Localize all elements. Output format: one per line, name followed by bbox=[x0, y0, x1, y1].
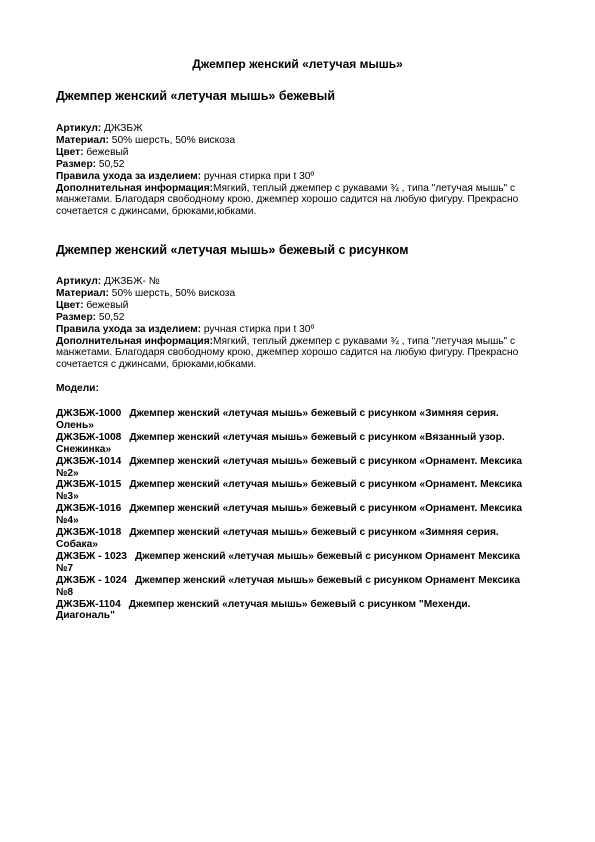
property-value: 50,52 bbox=[96, 158, 125, 170]
list-item bbox=[56, 575, 528, 599]
property-label: Артикул: bbox=[56, 276, 102, 287]
model-name: Джемпер женский «летучая мышь» бежевый с рисунком «Орнамент. Мексика №2» bbox=[56, 455, 522, 479]
list-item bbox=[56, 599, 528, 623]
list-item bbox=[56, 479, 528, 503]
model-name: Джемпер женский «летучая мышь» бежевый с рисунком «Орнамент. Мексика №3» bbox=[56, 479, 522, 503]
model-code: ДЖЗБЖ - 1024 bbox=[56, 574, 127, 586]
models-list bbox=[56, 408, 528, 622]
property-value: бежевый bbox=[83, 146, 129, 158]
models-title: Модели: bbox=[56, 383, 99, 394]
property-value: Мягкий, теплый джемпер с рукавами ¾ , типа "летучая мышь" с манжетами. Благодаря свободному крою, джемпер хорошо садится на любую фигуру. Прекрасно сочетается с джинсами, брюками,юбками. bbox=[56, 335, 519, 371]
property-value: бежевый bbox=[83, 299, 129, 311]
product-properties-pattern bbox=[56, 276, 526, 371]
property-label: Правила ухода за изделием: bbox=[56, 323, 202, 335]
property-additional-info bbox=[56, 336, 526, 372]
property-label: Размер: bbox=[56, 158, 97, 170]
property-label: Материал: bbox=[56, 287, 109, 299]
property-value: ручная стирка при t 30º bbox=[201, 323, 315, 335]
property-label: Дополнительная информация: bbox=[56, 335, 214, 347]
list-item bbox=[56, 503, 528, 527]
property-label: Правила ухода за изделием: bbox=[56, 170, 202, 182]
property-article bbox=[56, 123, 526, 135]
property-care bbox=[56, 171, 526, 183]
model-code: ДЖЗБЖ-1014 bbox=[56, 455, 122, 467]
property-material bbox=[56, 288, 526, 300]
property-value: Мягкий, теплый джемпер с рукавами ¾ , типа "летучая мышь" с манжетами. Благодаря свободному крою, джемпер хорошо садится на любую фигуру. Прекрасно сочетается с джинсами, брюками,юбками. bbox=[56, 182, 519, 218]
model-code: ДЖЗБЖ - 1023 bbox=[56, 550, 127, 562]
property-label: Цвет: bbox=[56, 146, 84, 158]
model-code: ДЖЗБЖ-1016 bbox=[56, 503, 122, 515]
model-code: ДЖЗБЖ-1104 bbox=[56, 598, 121, 610]
property-article bbox=[56, 276, 526, 288]
list-item bbox=[56, 527, 528, 551]
property-value: 50,52 bbox=[96, 311, 125, 323]
product-heading-plain: Джемпер женский «летучая мышь» бежевый bbox=[56, 89, 336, 103]
property-label: Артикул: bbox=[56, 123, 102, 134]
property-value: ручная стирка при t 30º bbox=[201, 170, 315, 182]
product-properties-plain bbox=[56, 123, 526, 218]
list-item bbox=[56, 408, 528, 432]
property-additional-info bbox=[56, 183, 526, 219]
property-size bbox=[56, 159, 526, 171]
property-color bbox=[56, 147, 526, 159]
model-name: Джемпер женский «летучая мышь» бежевый с рисунком «Зимняя серия. Олень» bbox=[56, 408, 499, 431]
model-name: Джемпер женский «летучая мышь» бежевый с рисунком Орнамент Мексика №7 bbox=[56, 550, 521, 574]
property-label: Цвет: bbox=[56, 299, 84, 311]
property-color bbox=[56, 300, 526, 312]
model-name: Джемпер женский «летучая мышь» бежевый с рисунком «Вязанный узор. Снежинка» bbox=[56, 431, 505, 455]
model-name: Джемпер женский «летучая мышь» бежевый с рисунком «Зимняя серия. Собака» bbox=[56, 527, 499, 550]
document-title: Джемпер женский «летучая мышь» bbox=[192, 57, 403, 71]
model-code: ДЖЗБЖ-1015 bbox=[56, 479, 122, 491]
property-value: ДЖЗБЖ- № bbox=[101, 276, 160, 287]
property-care bbox=[56, 324, 526, 336]
property-material bbox=[56, 135, 526, 147]
property-value: 50% шерсть, 50% вискоза bbox=[108, 287, 236, 299]
property-label: Размер: bbox=[56, 311, 97, 323]
property-label: Материал: bbox=[56, 134, 109, 146]
list-item bbox=[56, 551, 528, 575]
property-size bbox=[56, 312, 526, 324]
product-heading-pattern: Джемпер женский «летучая мышь» бежевый с рисунком bbox=[56, 243, 409, 257]
model-code: ДЖЗБЖ-1008 bbox=[56, 431, 122, 443]
property-value: 50% шерсть, 50% вискоза bbox=[108, 134, 236, 146]
list-item bbox=[56, 456, 528, 480]
list-item bbox=[56, 432, 528, 456]
model-name: Джемпер женский «летучая мышь» бежевый с рисунком "Мехенди. Диагональ" bbox=[56, 598, 471, 622]
model-code: ДЖЗБЖ-1018 bbox=[56, 527, 122, 539]
model-code: ДЖЗБЖ-1000 bbox=[56, 408, 122, 419]
property-label: Дополнительная информация: bbox=[56, 182, 214, 194]
model-name: Джемпер женский «летучая мышь» бежевый с рисунком Орнамент Мексика №8 bbox=[56, 574, 521, 598]
model-name: Джемпер женский «летучая мышь» бежевый с рисунком «Орнамент. Мексика №4» bbox=[56, 503, 522, 527]
property-value: ДЖЗБЖ bbox=[101, 123, 143, 134]
